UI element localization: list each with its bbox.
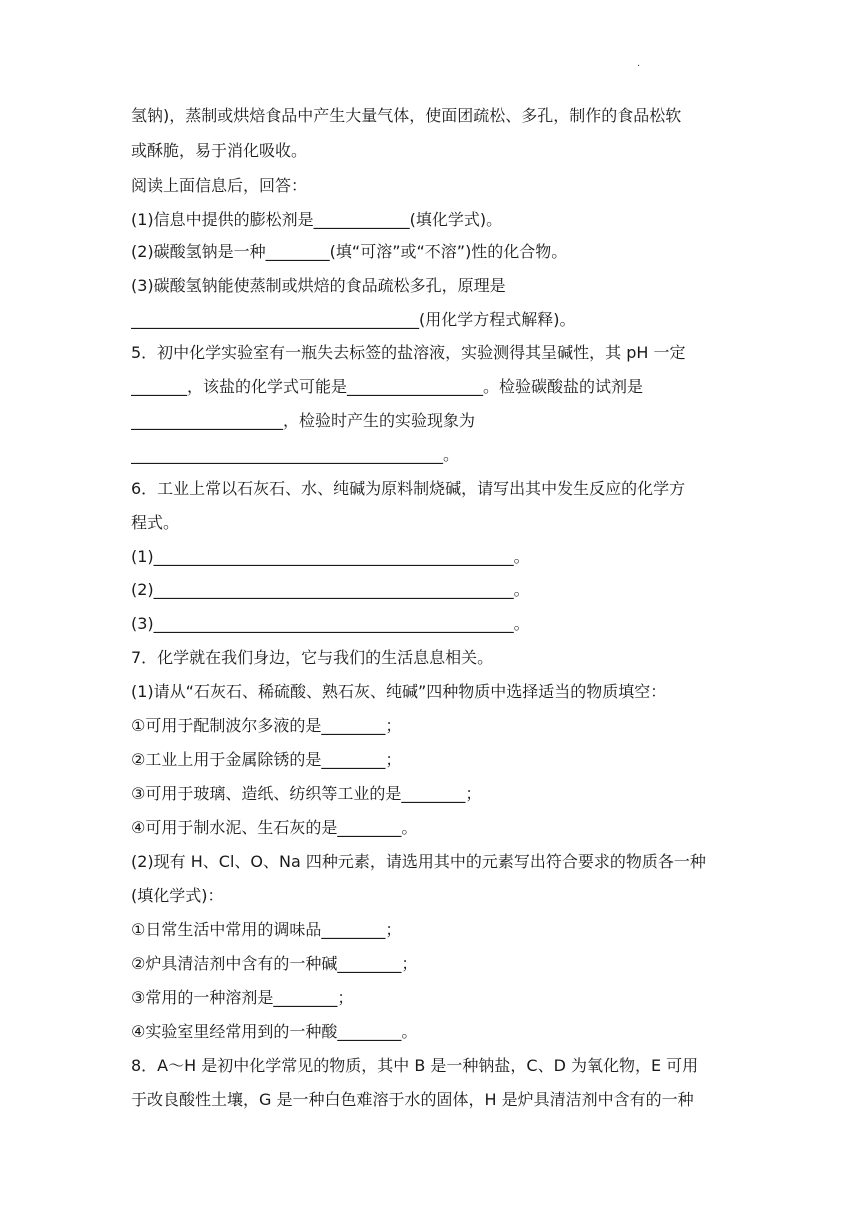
text-line: (1)信息中提供的膨松剂是____________(填化学式)。 <box>131 210 503 229</box>
text-line: ③常用的一种溶剂是________； <box>131 988 354 1007</box>
question-6-line: 6．工业上常以石灰石、水、纯碱为原料制烧碱，请写出其中发生反应的化学方 <box>131 479 686 498</box>
text-line: _______________________________________。 <box>131 445 460 464</box>
text-line: (2)碳酸氢钠是一种________(填“可溶”或“不溶”)性的化合物。 <box>131 242 568 261</box>
text-line: ②工业上用于金属除锈的是________； <box>131 750 402 769</box>
text-line: ②炉具清洁剂中含有的一种碱________； <box>131 954 418 973</box>
text-line: (1)请从“石灰石、稀硫酸、熟石灰、纯碱”四种物质中选择适当的物质填空： <box>131 682 667 701</box>
text-line: (2)现有 H、Cl、O、Na 四种元素，请选用其中的元素写出符合要求的物质各一种 <box>131 852 706 871</box>
text-line: ___________________，检验时产生的实验现象为 <box>131 411 476 430</box>
text-line: 于改良酸性土壤，G 是一种白色难溶于水的固体，H 是炉具清洁剂中含有的一种 <box>131 1090 694 1109</box>
text-line: (填化学式)： <box>131 886 224 905</box>
page-mark: . <box>637 58 641 69</box>
text-line: (3)碳酸氢钠能使蒸制或烘焙的食品疏松多孔，原理是 <box>131 276 506 295</box>
text-line: 氢钠)，蒸制或烘焙食品中产生大量气体，使面团疏松、多孔，制作的食品松软 <box>131 106 682 125</box>
text-line: ①可用于配制波尔多液的是________； <box>131 716 402 735</box>
text-line: ____________________________________(用化学方程式解释)。 <box>131 310 576 329</box>
text-line: ④可用于制水泥、生石灰的是________。 <box>131 818 418 837</box>
text-line: 阅读上面信息后，回答： <box>131 176 308 195</box>
text-line: ①日常生活中常用的调味品________； <box>131 920 402 939</box>
text-line: ③可用于玻璃、造纸、纺织等工业的是________； <box>131 784 482 803</box>
text-line: (3)_____________________________________________。 <box>131 614 530 633</box>
text-line: _______，该盐的化学式可能是_________________。检验碳酸盐的试剂是 <box>131 377 644 396</box>
question-5-line: 5．初中化学实验室有一瓶失去标签的盐溶液，实验测得其呈碱性，其 pH 一定 <box>131 343 686 362</box>
text-line: (2)_____________________________________________。 <box>131 580 530 599</box>
text-line: 程式。 <box>131 513 180 532</box>
question-7-line: 7．化学就在我们身边，它与我们的生活息息相关。 <box>131 648 494 667</box>
text-line: 或酥脆，易于消化吸收。 <box>131 141 308 160</box>
question-8-line: 8．A～H 是初中化学常见的物质，其中 B 是一种钠盐，C、D 为氧化物，E 可用 <box>131 1056 699 1075</box>
text-line: ④实验室里经常用到的一种酸________。 <box>131 1022 418 1041</box>
text-line: (1)_____________________________________________。 <box>131 547 530 566</box>
